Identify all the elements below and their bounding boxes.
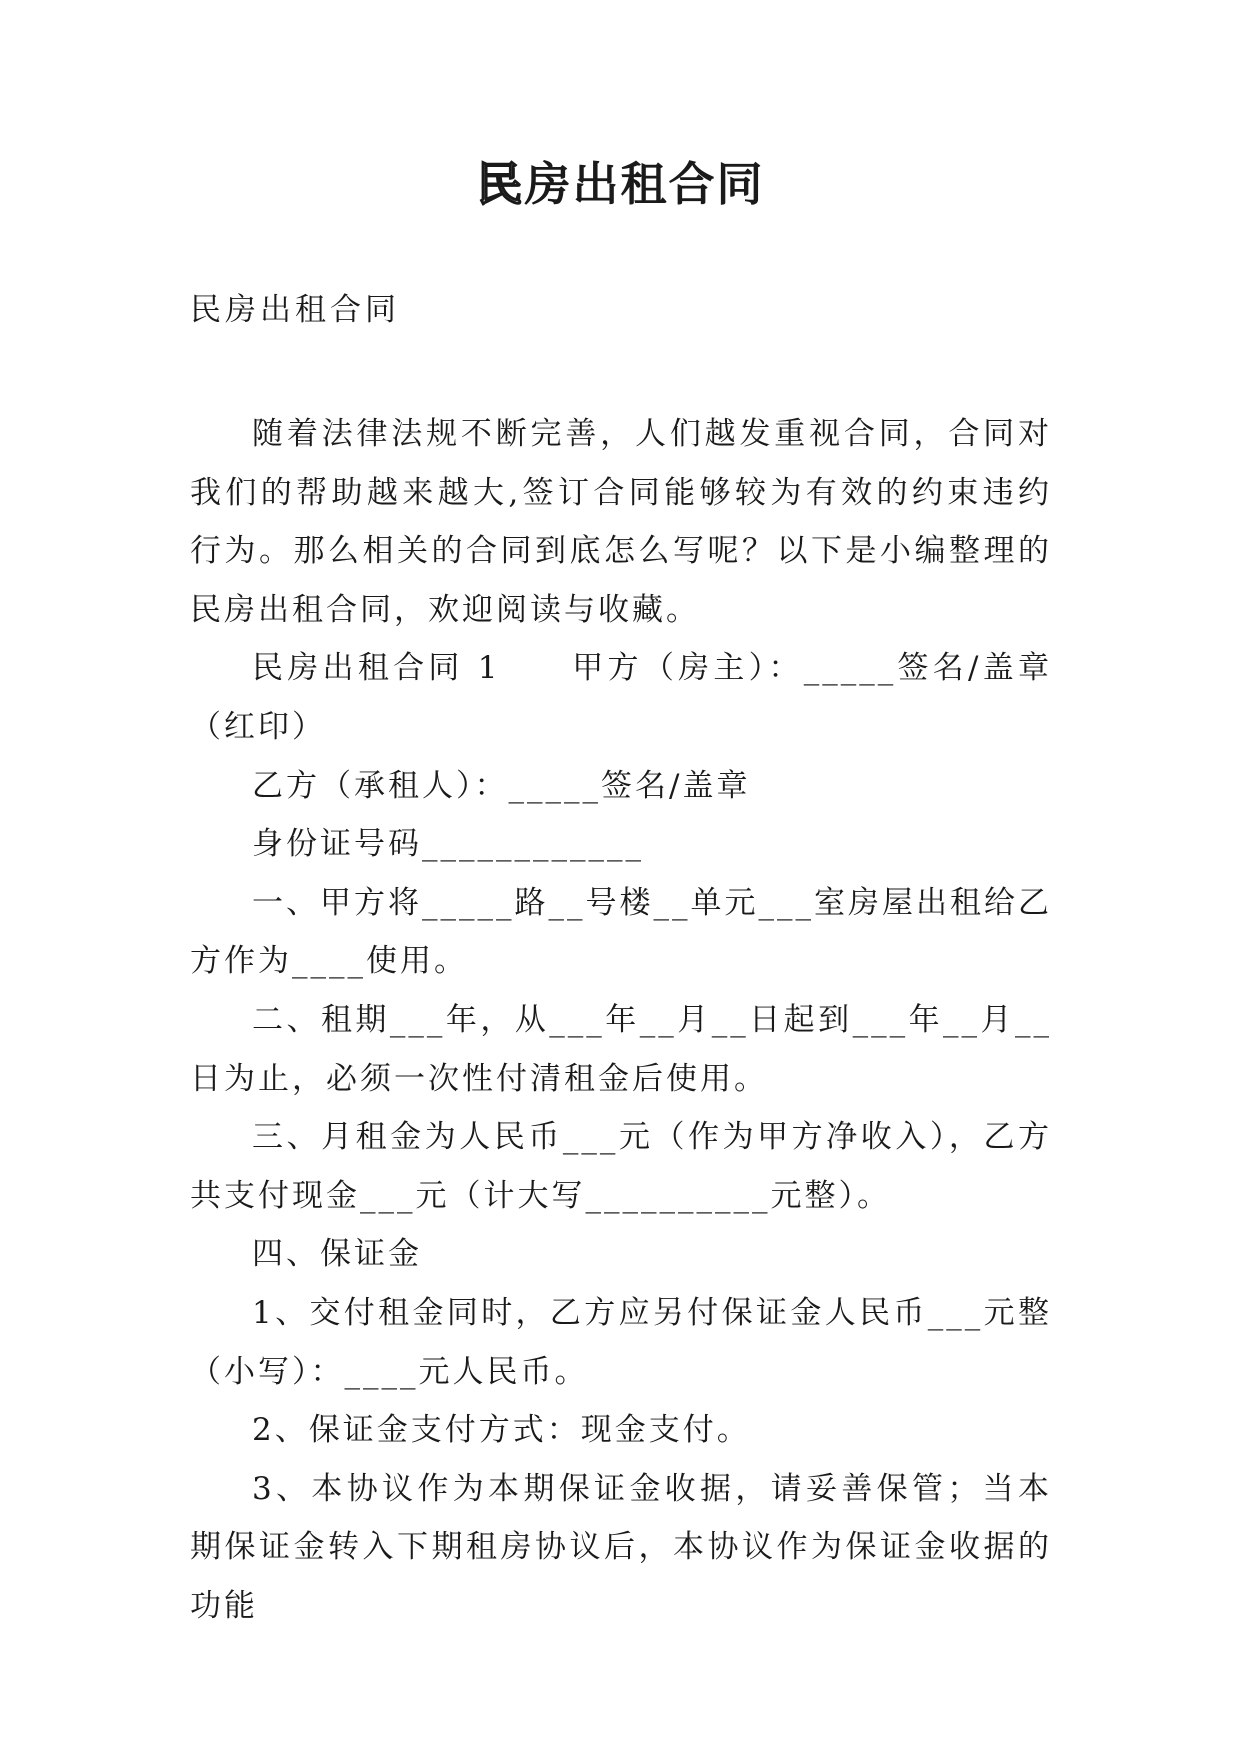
paragraph-clause-4: 四、保证金 — [252, 1236, 422, 1273]
paragraph-intro: 随着法律法规不断完善，人们越发重视合同，合同对我们的帮助越来越大,签订合同能够较为有效的约束违约行为。那么相关的合同到底怎么写呢？以下是小编整理的民房出租合同，欢迎阅读与收藏。 — [190, 416, 1052, 628]
paragraph-clause-1: 一、甲方将_____路__号楼__单元___室房屋出租给乙方作为____使用。 — [190, 884, 1052, 980]
paragraph-id-number: 身份证号码____________ — [252, 826, 644, 863]
document-body — [190, 405, 1052, 1635]
paragraph-party-a: 民房出租合同 1 甲方（房主）：_____签名/盖章（红印） — [190, 650, 1052, 745]
paragraph-clause-2: 二、租期___年，从___年__月__日起到___年__月__日为止，必须一次性付清租金后使用。 — [190, 1001, 1052, 1097]
paragraph-clause-3: 三、月租金为人民币___元（作为甲方净收入），乙方共支付现金___元（计大写__________元整）。 — [190, 1119, 1052, 1214]
paragraph-deposit-2: 2、保证金支付方式：现金支付。 — [252, 1412, 751, 1449]
paragraph-party-b: 乙方（承租人）：_____签名/盖章 — [252, 767, 751, 804]
title-rest: 房出租合同 — [524, 157, 765, 211]
document-subtitle: 民房出租合同 — [190, 292, 400, 328]
paragraph-deposit-1: 1、交付租金同时，乙方应另付保证金人民币___元整（小写）：____元人民币。 — [190, 1294, 1052, 1390]
page-title — [0, 152, 1241, 216]
paragraph-deposit-3: 3、本协议作为本期保证金收据，请妥善保管；当本期保证金转入下期租房协议后，本协议作为保证金收据的功能 — [190, 1470, 1052, 1624]
title-first-char: 民 — [476, 157, 525, 211]
